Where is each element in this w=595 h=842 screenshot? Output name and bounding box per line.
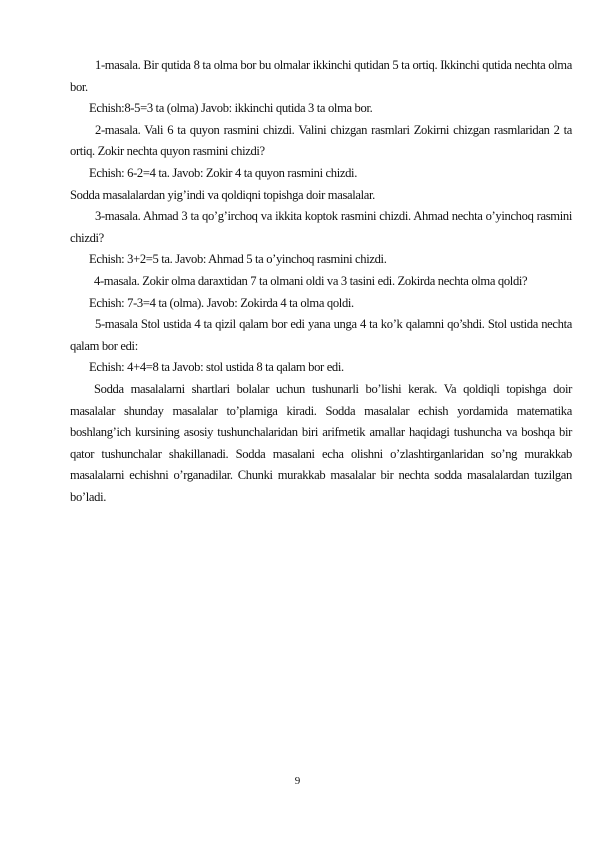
page-number: 9 xyxy=(294,775,301,787)
problem-4-solution: Echish: 7-3=4 ta (olma). Javob: Zokirda 4 ta olma qoldi. xyxy=(89,295,354,310)
problem-4-text: 4-masala. Zokir olma daraxtidan 7 ta olmani oldi va 3 tasini edi. Zokirda nechta olma qoldi? xyxy=(94,273,528,288)
section-heading: Sodda masalalardan yig’indi va qoldiqni topishga doir masalalar. xyxy=(70,187,375,202)
conclusion-paragraph: Sodda masalalarni shartlari bolalar uchun tushunarli bo’lishi kerak. Va qoldiqli topishga doir masalalar shunday masalalar to’plamiga kiradi. Sodda masalalar echish yordamida matematika boshlang’ich kursining asosiy tushunchalaridan biri arifmetik amallar haqidagi tushuncha va boshqa bir qator tushunchalar shakillanadi. Sodda masalani echa olishni o’zlashtirganlaridan so’ng murakkab masalalarni echishni o’rganadilar. Chunki murakkab masalalar bir nechta sodda masalalardan tuzilgan bo’ladi. xyxy=(70,381,572,504)
document-body xyxy=(70,55,572,508)
problem-5-text: 5-masala Stol ustida 4 ta qizil qalam bor edi yana unga 4 ta ko’k qalamni qo’shdi. Stol ustida nechta qalam bor edi: xyxy=(70,317,572,353)
problem-1-solution: Echish:8-5=3 ta (olma) Javob: ikkinchi qutida 3 ta olma bor. xyxy=(89,101,373,116)
problem-2-text: 2-masala. Vali 6 ta quyon rasmini chizdi. Valini chizgan rasmlari Zokirni chizgan rasmlaridan 2 ta ortiq. Zokir nechta quyon rasmini chizdi? xyxy=(70,122,572,159)
problem-3-solution: Echish: 3+2=5 ta. Javob: Ahmad 5 ta o’yinchoq rasmini chizdi. xyxy=(89,252,387,267)
problem-2-solution: Echish: 6-2=4 ta. Javob: Zokir 4 ta quyon rasmini chizdi. xyxy=(89,165,358,180)
problem-5-solution: Echish: 4+4=8 ta Javob: stol ustida 8 ta qalam bor edi. xyxy=(89,360,344,375)
problem-3-text: 3-masala. Ahmad 3 ta qo’g’irchoq va ikkita koptok rasmini chizdi. Ahmad nechta o’yinchoq rasmini chizdi? xyxy=(70,209,572,245)
problem-1-text: 1-masala. Bir qutida 8 ta olma bor bu olmalar ikkinchi qutidan 5 ta ortiq. Ikkinchi qutida nechta olma bor. xyxy=(70,58,572,94)
